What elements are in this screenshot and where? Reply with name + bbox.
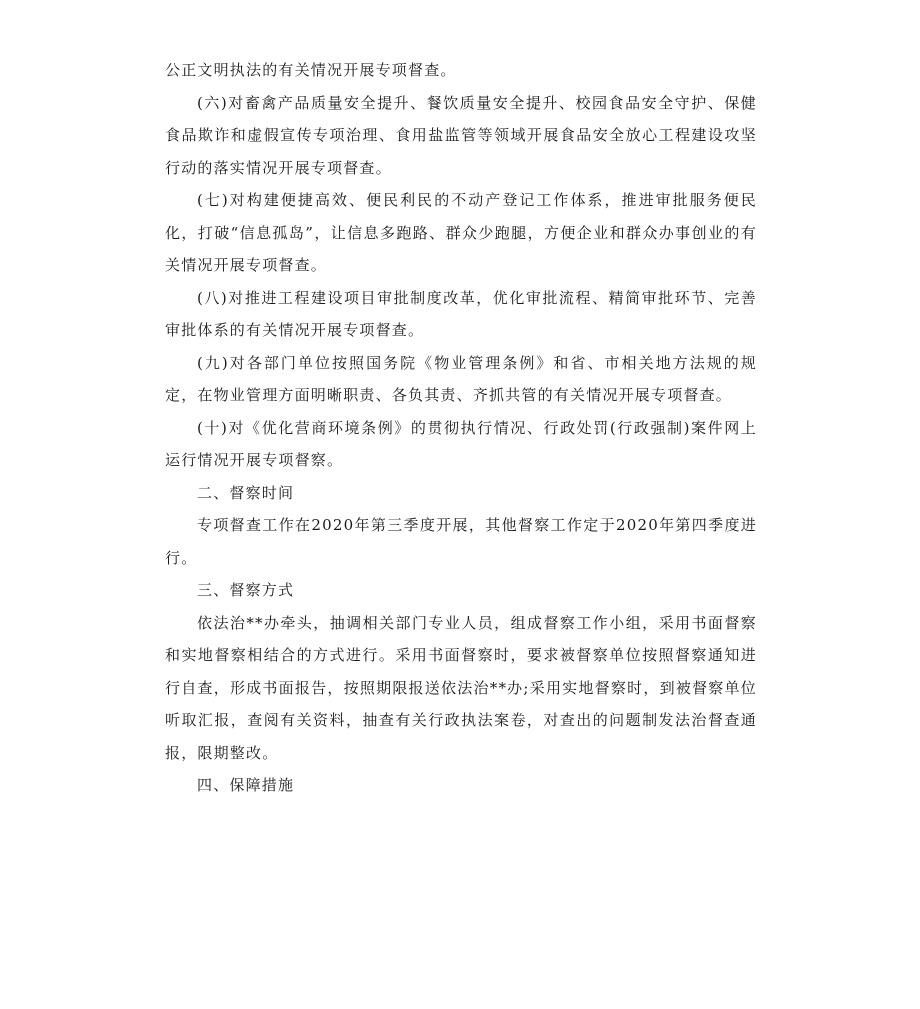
paragraph-item-9: (九)对各部门单位按照国务院《物业管理条例》和省、市相关地方法规的规定，在物业管理方面明晰职责、各负其责、齐抓共管的有关情况开展专项督查。: [165, 353, 757, 404]
section-heading-inspection-time: 二、督察时间: [197, 483, 295, 502]
paragraph-item-7: (七)对构建便捷高效、便民利民的不动产登记工作体系，推进审批服务便民化，打破“信息孤岛”，让信息多跑路、群众少跑腿，方便企业和群众办事创业的有关情况开展专项督查。: [165, 191, 757, 274]
document-page: [165, 54, 757, 802]
section-heading-inspection-method: 三、督察方式: [197, 581, 295, 599]
section-heading-safeguards: 四、保障措施: [197, 776, 295, 794]
paragraph-item-8: (八)对推进工程建设项目审批制度改革，优化审批流程、精简审批环节、完善审批体系的有关情况开展专项督查。: [165, 288, 757, 339]
paragraph-item-10: (十)对《优化营商环境条例》的贯彻执行情况、行政处罚(行政强制)案件网上运行情况开展专项督察。: [165, 418, 757, 469]
paragraph-inspection-time: 专项督查工作在2020年第三季度开展，其他督察工作定于2020年第四季度进行。: [165, 516, 757, 567]
paragraph-inspection-method: 依法治**办牵头，抽调相关部门专业人员，组成督察工作小组，采用书面督察和实地督察相结合的方式进行。采用书面督察时，要求被督察单位按照督察通知进行自查，形成书面报告，按照期限报送依法治**办;采用实地督察时，到被督察单位听取汇报，查阅有关资料，抽查有关行政执法案卷，对查出的问题制发法治督查通报，限期整改。: [165, 613, 757, 762]
paragraph-item-6: (六)对畜禽产品质量安全提升、餐饮质量安全提升、校园食品安全守护、保健食品欺诈和虚假宣传专项治理、食用盐监管等领域开展食品安全放心工程建设攻坚行动的落实情况开展专项督查。: [165, 93, 757, 177]
paragraph-continuation: 公正文明执法的有关情况开展专项督查。: [165, 61, 457, 79]
